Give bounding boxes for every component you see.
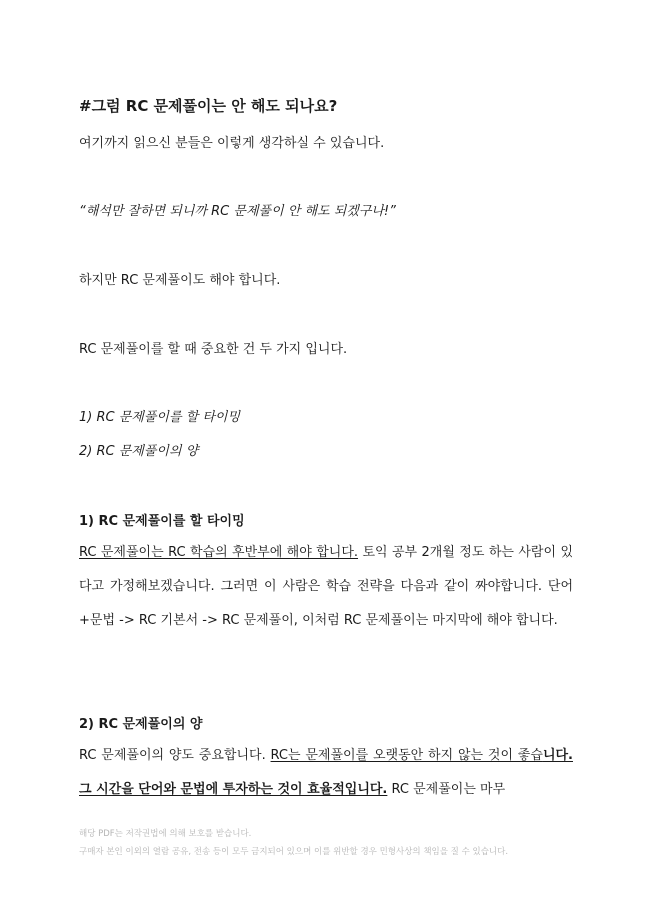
list-item: 1) RC 문제풀이를 할 타이밍	[79, 410, 241, 425]
page-title: #그럼 RC 문제풀이는 안 해도 되나요?	[79, 97, 338, 115]
intro-text: 여기까지 읽으신 분들은 이렇게 생각하실 수 있습니다.	[79, 136, 385, 151]
section2-tail: RC 문제풀이는 마무	[387, 782, 506, 797]
section2-underlined-2: 니다. 그 시간을 단어와 문법에 투자하는 것이 효율적입니다.	[79, 748, 573, 797]
section1-paragraph	[79, 536, 573, 638]
footer-warning: 구매자 본인 이외의 열람 공유, 전송 등이 모두 금지되어 있으며 이를 위반할 경우 민형사상의 책임을 질 수 있습니다.	[79, 847, 509, 857]
section2-underlined-1: RC는 문제풀이를 오랫동안 하지 않는 것이 좋습	[270, 748, 543, 763]
section2-lead: RC 문제풀이의 양도 중요합니다.	[79, 748, 271, 763]
footer-copyright: 해당 PDF는 저작권법에 의해 보호를 받습니다.	[79, 829, 252, 839]
section2-heading: 2) RC 문제풀이의 양	[79, 717, 203, 732]
but-text: 하지만 RC 문제풀이도 해야 합니다.	[79, 273, 281, 288]
list-item: 2) RC 문제풀이의 양	[79, 444, 199, 459]
quote-text: “해석만 잘하면 되니까 RC 문제풀이 안 해도 되겠구나!”	[79, 204, 396, 219]
section1-rest: 토익 공부 2개월 정도 하는 사람이 있다고 가정해보겠습니다. 그러면 이 사람은 학습 전략을 다음과 같이 짜야합니다. 단어+문법 -> RC 기본서 -> RC 문제풀이, 이처럼 RC 문제풀이는 마지막에 해야 합니다.	[79, 545, 574, 628]
section2-paragraph	[79, 739, 573, 807]
section1-heading: 1) RC 문제풀이를 할 타이밍	[79, 514, 245, 529]
two-things-text: RC 문제풀이를 할 때 중요한 건 두 가지 입니다.	[79, 342, 348, 357]
section1-underlined: RC 문제풀이는 RC 학습의 후반부에 해야 합니다.	[79, 545, 359, 560]
